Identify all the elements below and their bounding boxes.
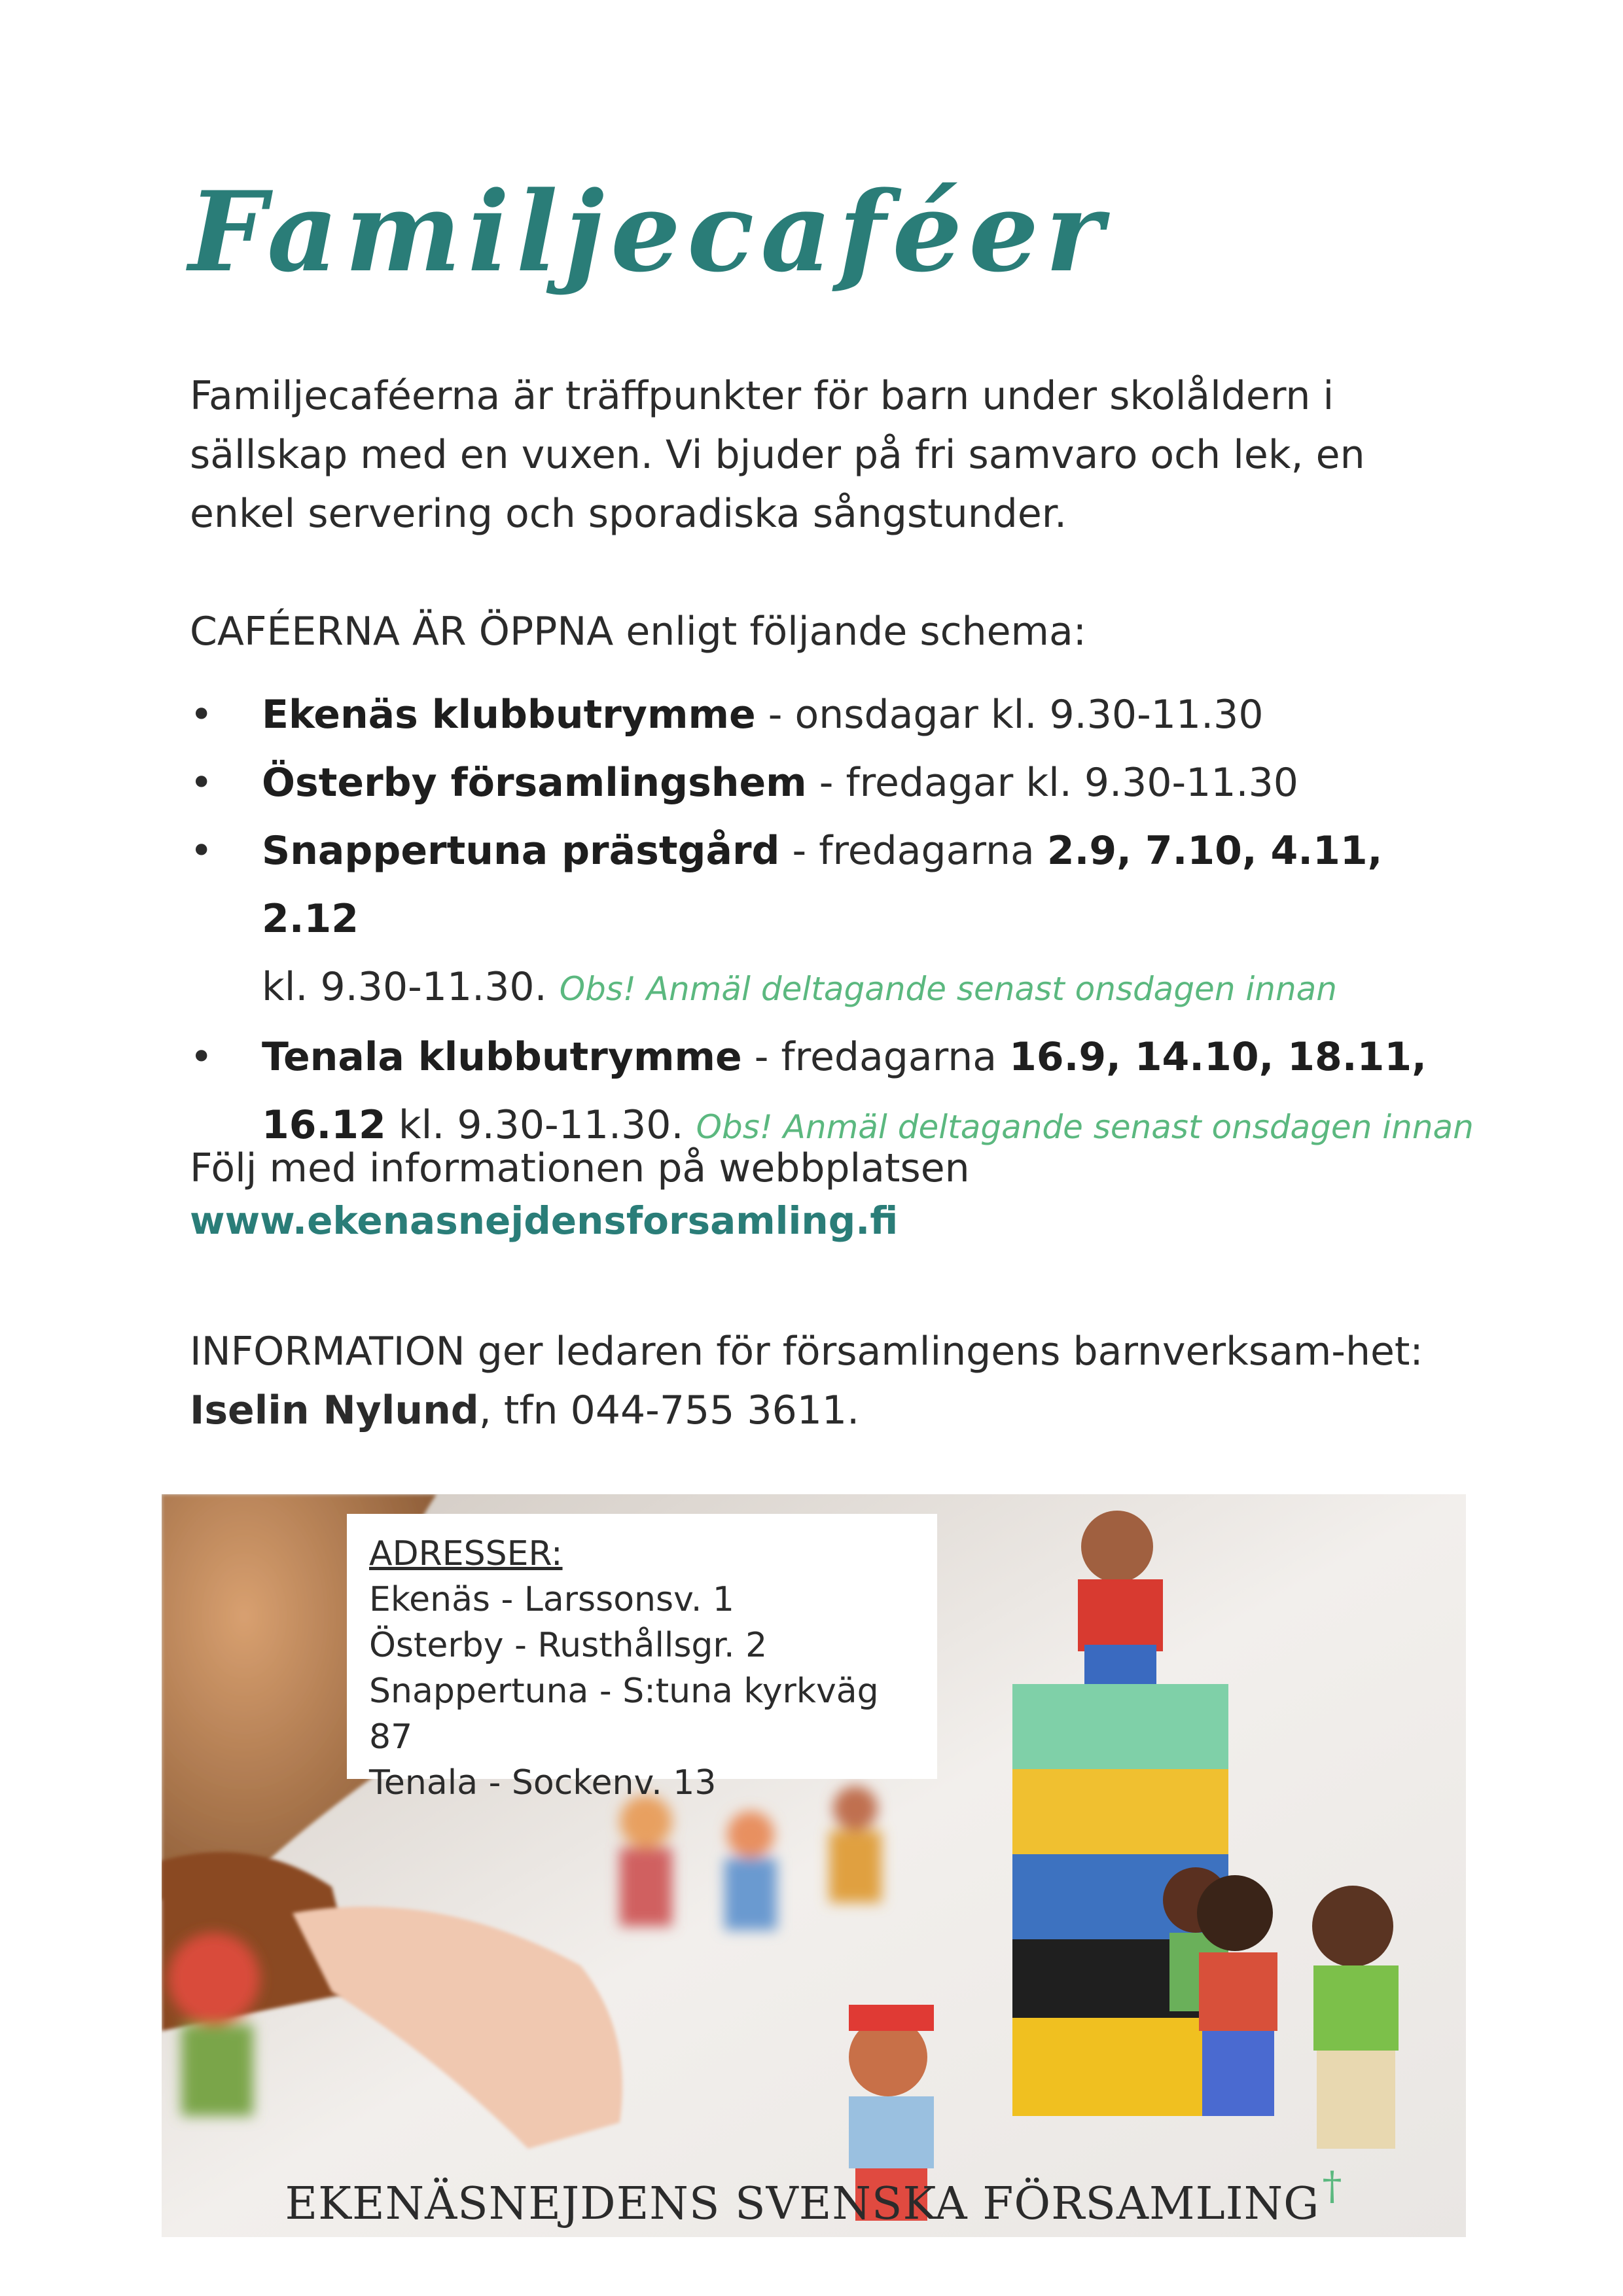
address-line: Tenala - Sockenv. 13 [369, 1763, 717, 1803]
bullet-icon: • [190, 828, 213, 874]
bullet-icon: • [190, 760, 213, 806]
address-line: Snappertuna - S:tuna kyrkväg 87 [369, 1672, 879, 1757]
place-name: Österby församlingshem [262, 760, 807, 806]
intro-text: Familjecaféerna är träffpunkter för barn under skolåldern i sällskap med en vuxen. Vi bjuder på fri samvaro och lek, en enkel servering och sporadiska sångstunder. [190, 373, 1365, 537]
cross-icon: † [1322, 2163, 1343, 2209]
contact-name: Iselin Nylund [190, 1388, 479, 1433]
info-section: INFORMATION ger ledaren för församlingens barnverksam-het: Iselin Nylund, tfn 044-755 3611. [190, 1329, 1423, 1433]
address-heading: ADRESSER: [369, 1534, 563, 1573]
obs-note: Obs! Anmäl deltagande senast onsdagen innan [559, 970, 1337, 1008]
photo-lego-figures [162, 1494, 1466, 2237]
address-line: Österby - Rusthållsgr. 2 [369, 1626, 768, 1665]
list-item: • Österby församlingshem - fredagar kl. 9.30-11.30 [190, 749, 1486, 817]
list-item: • Ekenäs klubbutrymme - onsdagar kl. 9.30-11.30 [190, 681, 1486, 749]
place-name: Snappertuna prästgård [262, 828, 780, 874]
follow-section [190, 1142, 970, 1247]
follow-text: Följ med informationen på webbplatsen [190, 1145, 970, 1191]
obs-note: Obs! Anmäl deltagande senast onsdagen innan [696, 1108, 1474, 1146]
address-line: Ekenäs - Larssonsv. 1 [369, 1580, 734, 1619]
place-name: Tenala klubbutrymme [262, 1034, 742, 1080]
list-item: • Snappertuna prästgård - fredagarna 2.9, 7.10, 4.11, 2.12 kl. 9.30-11.30. Obs! Anmäl deltagande senast onsdagen innan [190, 817, 1486, 1023]
bullet-icon: • [190, 1034, 213, 1080]
schedule-list [190, 681, 1486, 1161]
address-box [347, 1514, 937, 1803]
place-name: Ekenäs klubbutrymme [262, 692, 756, 738]
schedule-heading: CAFÉERNA ÄR ÖPPNA enligt följande schema: [190, 609, 1086, 655]
dates: 2.9, 7.10, 4.11, 2.12 [262, 828, 1383, 942]
organization-name: EKENÄSNEJDENS SVENSKA FÖRSAMLING† [285, 2163, 1343, 2230]
list-item: • Tenala klubbutrymme - fredagarna 16.9, 14.10, 18.11, 16.12 kl. 9.30-11.30. Obs! Anmäl deltagande senast onsdagen innan [190, 1023, 1486, 1161]
website-link[interactable]: www.ekenasnejdensforsamling.fi [190, 1198, 899, 1243]
dates: 16.12 [262, 1102, 386, 1148]
page-title: Familjecaféer [188, 167, 1110, 296]
dates: 16.9, 14.10, 18.11, [1009, 1034, 1427, 1080]
bullet-icon: • [190, 692, 213, 738]
